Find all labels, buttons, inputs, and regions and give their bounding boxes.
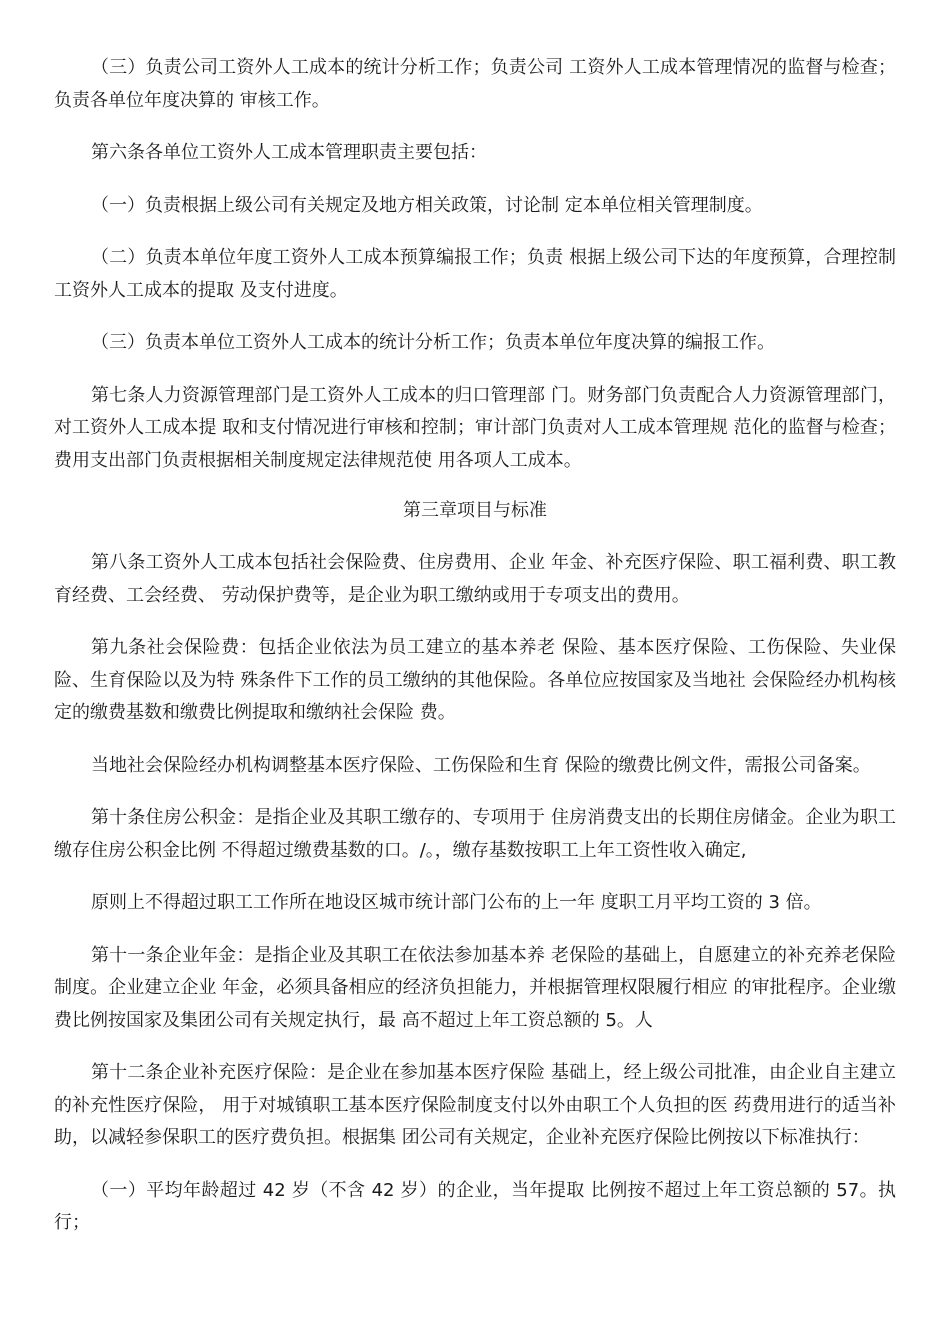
paragraph-medical-standard-1: （一）平均年龄超过 42 岁（不含 42 岁）的企业，当年提取 比例按不超过上年工资总额的 57。执行；	[54, 1179, 896, 1233]
paragraph-article-7: 第七条人力资源管理部门是工资外人工成本的归口管理部 门。财务部门负责配合人力资源管理部门，对工资外人工成本提 取和支付情况进行审核和控制；审计部门负责对人工成本管理规 范化的监督与检查；费用支出部门负责根据相关制度规定法律规范使 用各项人工成本。	[54, 384, 896, 471]
document-page	[54, 52, 896, 1240]
paragraph-social-insurance-note: 当地社会保险经办机构调整基本医疗保险、工伤保险和生育 保险的缴费比例文件，需报公司备案。	[91, 754, 871, 776]
paragraph-unit-duty-3: （三）负责本单位工资外人工成本的统计分析工作；负责本单位年度决算的编报工作。	[91, 332, 775, 353]
paragraph-unit-duty-2: （二）负责本单位年度工资外人工成本预算编报工作；负责 根据上级公司下达的年度预算，合理控制工资外人工成本的提取 及支付进度。	[54, 247, 896, 301]
chapter-heading: 第三章项目与标准	[403, 500, 547, 521]
paragraph-article-6: 第六条各单位工资外人工成本管理职责主要包括：	[91, 142, 487, 163]
paragraph-article-11: 第十一条企业年金：是指企业及其职工在依法参加基本养 老保险的基础上，自愿建立的补充养老保险制度。企业建立企业 年金，必须具备相应的经济负担能力，并根据管理权限履行相应 的审批程序。企业缴费比例按国家及集团公司有关规定执行，最 高不超过上年工资总额的 5。人	[54, 944, 896, 1031]
paragraph-article-8: 第八条工资外人工成本包括社会保险费、住房费用、企业 年金、补充医疗保险、职工福利费、职工教育经费、工会经费、 劳动保护费等，是企业为职工缴纳或用于专项支出的费用。	[54, 552, 896, 606]
paragraph-article-12: 第十二条企业补充医疗保险：是企业在参加基本医疗保险 基础上，经上级公司批准，由企业自主建立的补充性医疗保险， 用于对城镇职工基本医疗保险制度支付以外由职工个人负担的医 药费用进行的适当补助，以减轻参保职工的医疗费负担。根据集 团公司有关规定，企业补充医疗保险比例按以下标准执行：	[54, 1062, 896, 1148]
paragraph-unit-duty-1: （一）负责根据上级公司有关规定及地方相关政策，讨论制 定本单位相关管理制度。	[91, 194, 763, 216]
paragraph-housing-fund-limit: 原则上不得超过职工工作所在地设区城市统计部门公布的上一年 度职工月平均工资的 3 倍。	[91, 892, 822, 913]
paragraph-article-9: 第九条社会保险费：包括企业依法为员工建立的基本养老 保险、基本医疗保险、工伤保险、失业保险、生育保险以及为特 殊条件下工作的员工缴纳的其他保险。各单位应按国家及当地社 会保险经办机构核定的缴费基数和缴费比例提取和缴纳社会保险 费。	[54, 637, 896, 723]
paragraph-article-10: 第十条住房公积金：是指企业及其职工缴存的、专项用于 住房消费支出的长期住房储金。企业为职工缴存住房公积金比例 不得超过缴费基数的口。/。，缴存基数按职工上年工资性收入确定,	[54, 807, 896, 861]
paragraph-duty-3-company: （三）负责公司工资外人工成本的统计分析工作；负责公司 工资外人工成本管理情况的监督与检查；负责各单位年度决算的 审核工作。	[54, 57, 896, 111]
